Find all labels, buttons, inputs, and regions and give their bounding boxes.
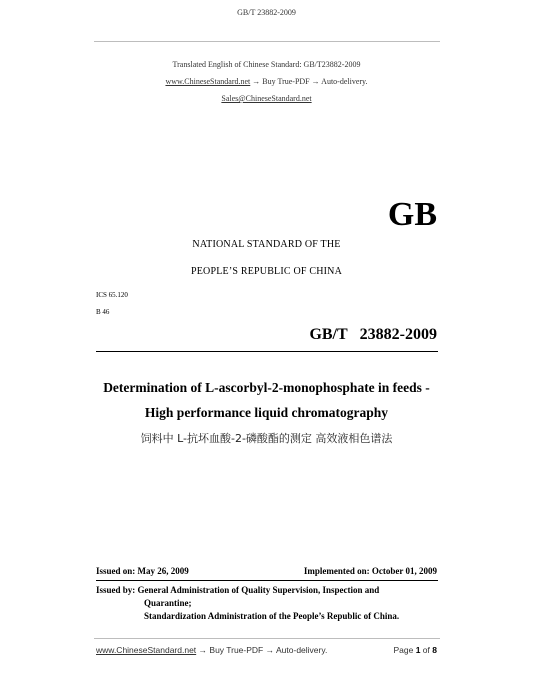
header-divider — [94, 41, 440, 42]
footer-divider — [94, 638, 440, 639]
standard-number — [309, 326, 437, 344]
implemented-date: Implemented on: October 01, 2009 — [303, 566, 437, 576]
issued-by-line3: Standardization Administration of the People’s Republic of China. — [144, 611, 400, 621]
issued-date: Issued on: May 26, 2009 — [96, 566, 189, 576]
issued-by-line2: Quarantine; — [144, 598, 192, 608]
footer-delivery-line — [96, 645, 327, 655]
page-current: 1 — [415, 645, 421, 655]
standard-code: 23882-2009 — [359, 326, 437, 343]
chinese-title: 饲料中 L-抗坏血酸-2-磷酸酯的测定 高效液相色谱法 — [140, 432, 393, 445]
email-link[interactable]: Sales@ChineseStandard.net — [221, 94, 312, 103]
english-title-line1: Determination of L-ascorbyl-2-monophosphate in feeds - — [103, 380, 430, 395]
page-of: of — [422, 645, 430, 655]
translation-notice-line: Translated English of Chinese Standard: GB/T23882-2009 — [172, 60, 361, 69]
ccs-code: B 46 — [96, 308, 110, 316]
page-total: 8 — [432, 645, 437, 655]
title-divider-top — [96, 351, 438, 352]
translation-delivery-line — [0, 77, 533, 86]
republic-line: PEOPLE’S REPUBLIC OF CHINA — [190, 266, 343, 277]
issued-by-line1: Issued by: General Administration of Quality Supervision, Inspection and — [96, 585, 380, 595]
ics-code: ICS 65.120 — [96, 291, 128, 299]
website-link[interactable]: www.ChineseStandard.net — [165, 77, 251, 86]
national-standard-line: NATIONAL STANDARD OF THE — [192, 239, 341, 250]
issued-by-block — [96, 584, 399, 623]
email-line — [0, 94, 533, 103]
page-label: Page — [393, 645, 414, 655]
running-header-title: GB/T 23882-2009 — [237, 8, 296, 17]
standard-prefix: GB/T — [309, 326, 348, 343]
page-indicator — [393, 645, 437, 655]
footer-website-link[interactable]: www.ChineseStandard.net — [96, 645, 197, 655]
delivery-text: → Buy True-PDF → Auto-delivery. — [250, 77, 368, 86]
date-divider — [96, 580, 438, 581]
english-title-line2: High performance liquid chromatography — [144, 405, 389, 420]
footer-delivery-text: → Buy True-PDF → Auto-delivery. — [196, 645, 328, 655]
gb-mark: GB — [387, 196, 437, 233]
